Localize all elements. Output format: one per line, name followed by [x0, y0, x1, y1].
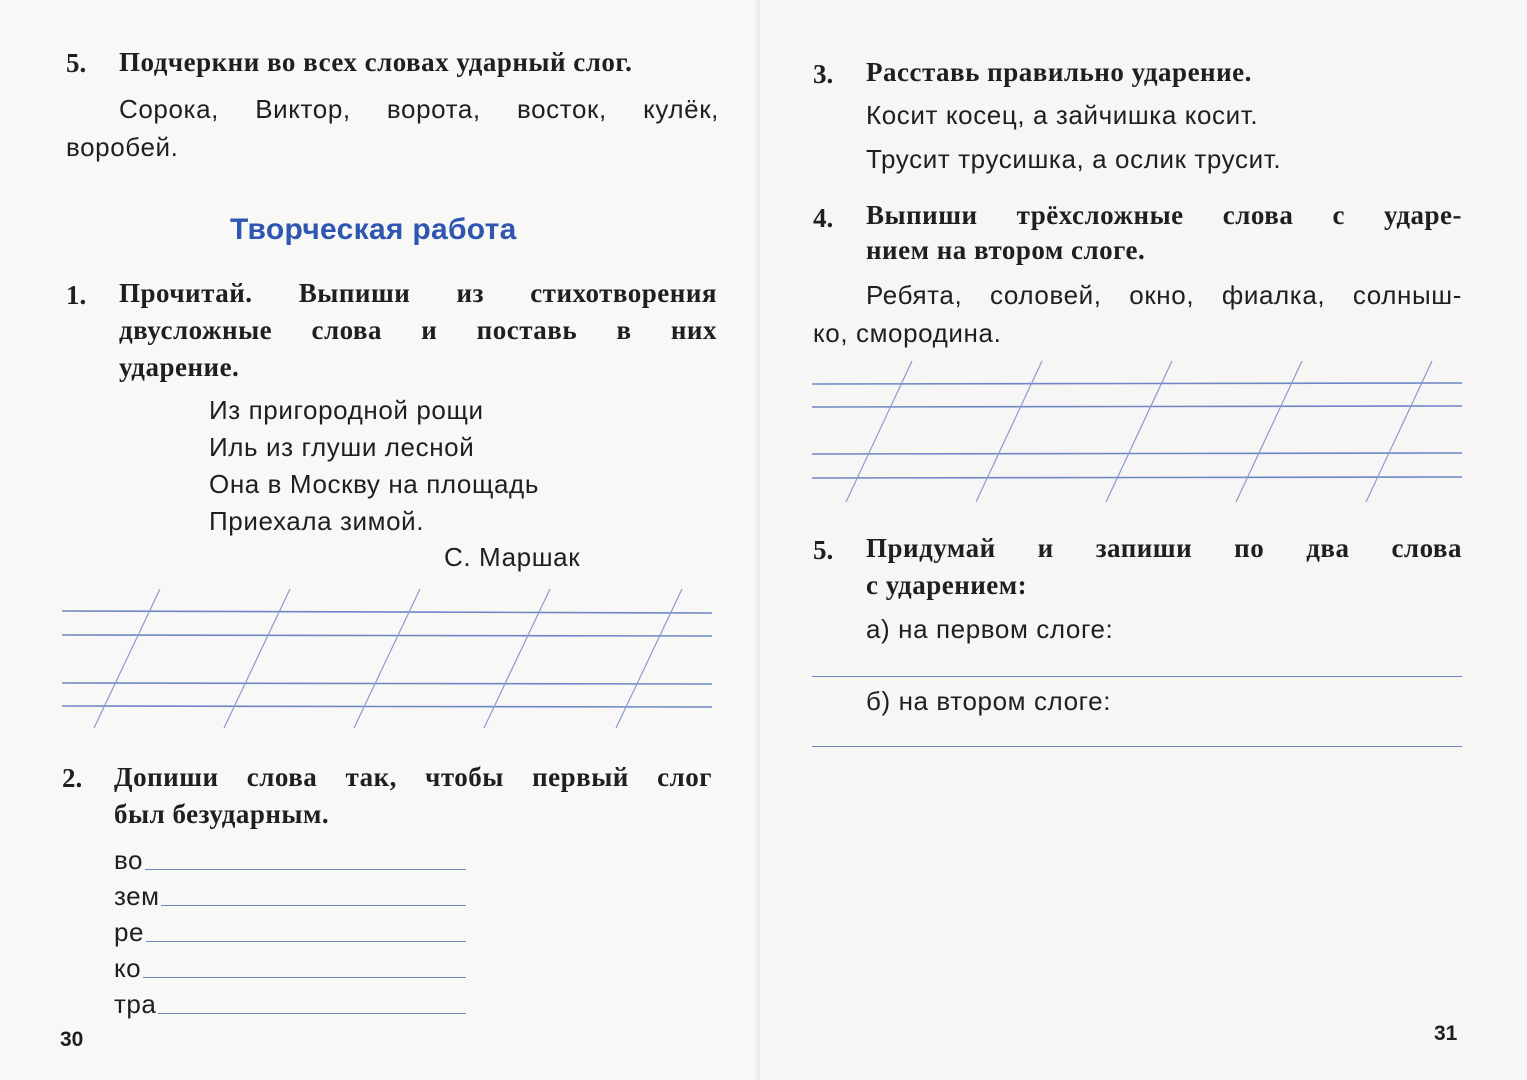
- task-4-instruction-line1: Выпиши трёхсложные слова с ударе-: [866, 200, 1462, 230]
- task-5r-number: 5.: [813, 535, 834, 565]
- task-3-line1: Косит косец, а зайчишка косит.: [866, 100, 1259, 130]
- writing-grid-right[interactable]: [810, 357, 1465, 505]
- task-1-instruction-line3: ударение.: [119, 352, 240, 382]
- word-stem: во: [114, 845, 143, 875]
- task-5r-instruction-line1: Придумай и запиши по два слова: [866, 533, 1462, 563]
- task-5-number: 5.: [66, 48, 87, 78]
- left-page: [0, 0, 760, 1080]
- option-b-label: б) на втором слоге:: [866, 686, 1112, 716]
- task-3-number: 3.: [813, 59, 834, 89]
- word-line-3[interactable]: [114, 910, 466, 946]
- option-b-answer-line[interactable]: [812, 746, 1462, 747]
- section-heading: Творческая работа: [230, 213, 517, 246]
- task-5-instruction: Подчеркни во всех словах ударный слог.: [119, 47, 633, 77]
- option-a-label: а) на первом слоге:: [866, 614, 1114, 644]
- poem-author: С. Маршак: [444, 542, 581, 572]
- writing-grid-left[interactable]: [60, 585, 715, 730]
- task-2-instruction-line1: Допиши слова так, чтобы первый слог: [114, 762, 712, 792]
- task-4-instruction-line2: нием на втором слоге.: [866, 235, 1146, 265]
- task-3-line2: Трусит трусишка, а ослик трусит.: [866, 144, 1282, 174]
- option-a-answer-line[interactable]: [812, 676, 1462, 677]
- poem-line-4: Приехала зимой.: [209, 506, 425, 536]
- word-line-1[interactable]: [114, 838, 466, 874]
- answer-blank[interactable]: [146, 931, 466, 942]
- task-2-number: 2.: [62, 763, 83, 793]
- word-stem: тра: [114, 989, 157, 1019]
- task-1-instruction-line1: Прочитай. Выпиши из стихотворения: [119, 278, 717, 308]
- word-stem: зем: [114, 881, 160, 911]
- poem-line-1: Из пригородной рощи: [209, 395, 484, 425]
- word-line-4[interactable]: [114, 946, 466, 982]
- answer-blank[interactable]: [145, 859, 466, 870]
- page-number-right: 31: [1434, 1022, 1458, 1045]
- task-3-instruction: Расставь правильно ударение.: [866, 57, 1252, 87]
- page-number-left: 30: [60, 1028, 84, 1051]
- answer-blank[interactable]: [143, 967, 466, 978]
- task-4-words-line1: Ребята, соловей, окно, фиалка, солныш-: [866, 280, 1462, 310]
- poem-line-3: Она в Москву на площадь: [209, 469, 539, 499]
- word-stem: ко: [114, 953, 142, 983]
- answer-blank[interactable]: [161, 895, 466, 906]
- word-line-5[interactable]: [114, 982, 466, 1018]
- task-1-instruction-line2: двусложные слова и поставь в них: [119, 315, 717, 345]
- task-5-words-line2: воробей.: [66, 132, 179, 162]
- right-page: [760, 0, 1527, 1080]
- poem-line-2: Иль из глуши лесной: [209, 432, 475, 462]
- task-5r-instruction-line2: с ударением:: [866, 570, 1028, 600]
- task-4-words-line2: ко, смородина.: [813, 318, 1002, 348]
- task-1-number: 1.: [66, 280, 87, 310]
- word-stem: ре: [114, 917, 144, 947]
- task-5-words-line1: Сорока, Виктор, ворота, восток, кулёк,: [119, 94, 719, 124]
- task-2-instruction-line2: был безударным.: [114, 799, 330, 829]
- answer-blank[interactable]: [158, 1003, 466, 1014]
- word-completion-list: [114, 838, 466, 1018]
- task-4-number: 4.: [813, 203, 834, 233]
- word-line-2[interactable]: [114, 874, 466, 910]
